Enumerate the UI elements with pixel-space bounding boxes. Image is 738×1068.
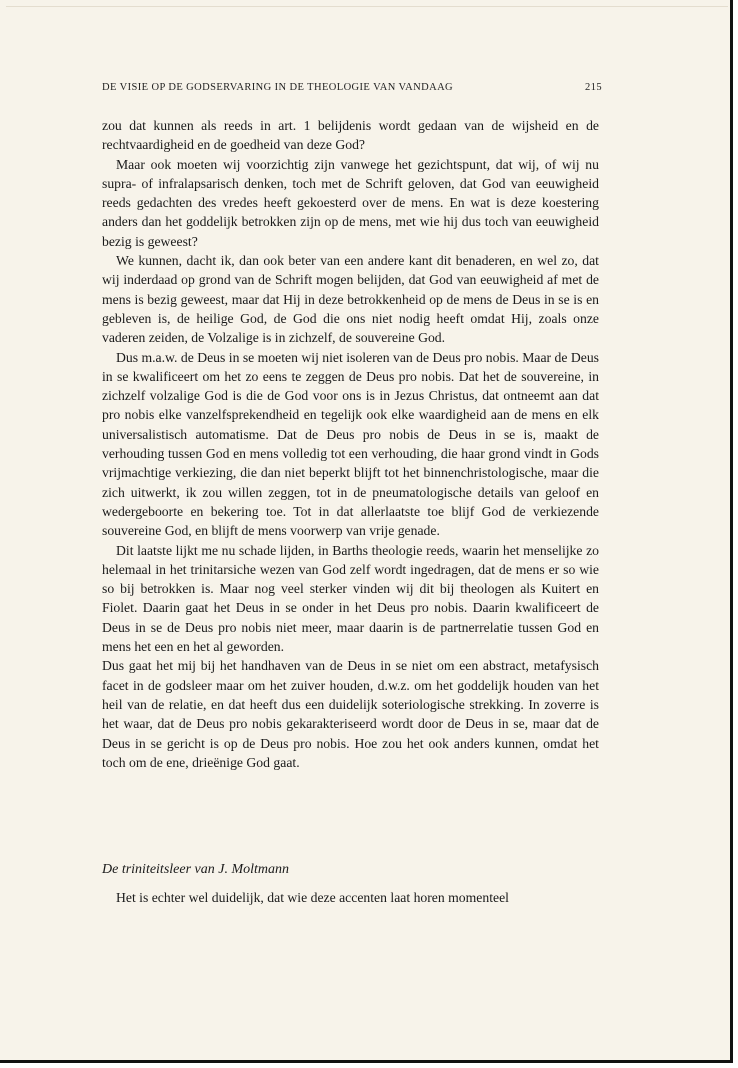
page-number: 215 xyxy=(585,82,602,93)
paragraph: We kunnen, dacht ik, dan ook beter van een andere kant dit benaderen, en wel zo, dat wij inderdaad op grond van de Schrift mogen belijden, dat God van eeuwigheid af met de mens is bezig geweest, maar dat Hij in deze betrokkenheid op de mens de Deus in se is en gebleven is, de heilige God, de God die ons niet nodig heeft omdat Hij, zoals onze vaderen zeiden, de Volzalige is in zichzelf, de souvereine God. xyxy=(102,253,599,346)
final-paragraph xyxy=(102,888,599,907)
paragraph: Dus gaat het mij bij het handhaven van de Deus in se niet om een abstract, metafysisch facet in de godsleer maar om het zuiver houden, d.w.z. om het goddelijk houden van het heil van de relatie, en dat heeft dus een duidelijk soteriologische strekking. In zoverre is het waar, dat de Deus pro nobis gekarakteriseerd wordt door de Deus in se, maar dat de Deus in se gericht is op de Deus pro nobis. Hoe zou het ook anders kunnen, omdat het toch om de ene, drieënige God gaat. xyxy=(102,658,599,770)
paragraph: zou dat kunnen als reeds in art. 1 belijdenis wordt gedaan van de wijsheid en de rechtvaardigheid en de goedheid van deze God? xyxy=(102,118,599,153)
running-title: DE VISIE OP DE GODSERVARING IN DE THEOLOGIE VAN VANDAAG xyxy=(102,82,454,93)
paragraph: Dus m.a.w. de Deus in se moeten wij niet isoleren van de Deus pro nobis. Maar de Deus in se kwalificeert om het zo eens te zeggen de Deus pro nobis. Dat het de souvereine, in zichzelf volzalige God is die de God voor ons is in Jezus Christus, dat ontneemt aan dat pro nobis elke vanzelfsprekendheid en tegelijk ook elke waardigheid aan de mens en elk universalistisch automatisme. Dat de Deus pro nobis de Deus in se is, maakt de verhouding tussen God en mens volledig tot een verhouding, die haar grond vindt in Gods vrijmachtige verkiezing, die dan niet beperkt blijft tot het binnenchristologische, maar die zich uitwerkt, ik zou willen zeggen, tot in de pneumatologische details van geloof en wedergeboorte en bekering toe. Tot in dat allerlaatste toe blijf God de verkiezende souvereine God, en blijft de mens voorwerp van vrije genade. xyxy=(102,349,600,539)
section-heading: De triniteitsleer van J. Moltmann xyxy=(102,862,290,877)
scan-edge xyxy=(6,6,728,7)
paragraph: Maar ook moeten wij voorzichtig zijn vanwege het gezichtspunt, dat wij, of wij nu supra- of infralapsarisch denken, toch met de Schrift geloven, dat God van eeuwigheid reeds gedachten des vredes heeft gekoesterd over de mens. En wat is deze koestering anders dan het goddelijk betrokken zijn op de mens, met wie hij dus toch van eeuwigheid bezig is geweest? xyxy=(102,156,599,249)
paragraph: Dit laatste lijkt me nu schade lijden, in Barths theologie reeds, waarin het menselijke zo helemaal in het trinitarsiche wezen van God zelf wordt ingedragen, dat de mens er so wie so bij betrokken is. Maar nog veel sterker vinden wij dit bij theologen als Kuitert en Fiolet. Daarin gaat het Deus in se onder in het Deus pro nobis. Daarin kwalificeert de Deus in se de Deus pro nobis niet meer, maar daarin is de partnerrelatie tussen God en mens het een en het al geworden. xyxy=(102,542,599,655)
paragraph: Het is echter wel duidelijk, dat wie deze accenten laat horen momenteel xyxy=(116,890,509,905)
body-text xyxy=(102,116,599,772)
running-header xyxy=(102,82,602,93)
